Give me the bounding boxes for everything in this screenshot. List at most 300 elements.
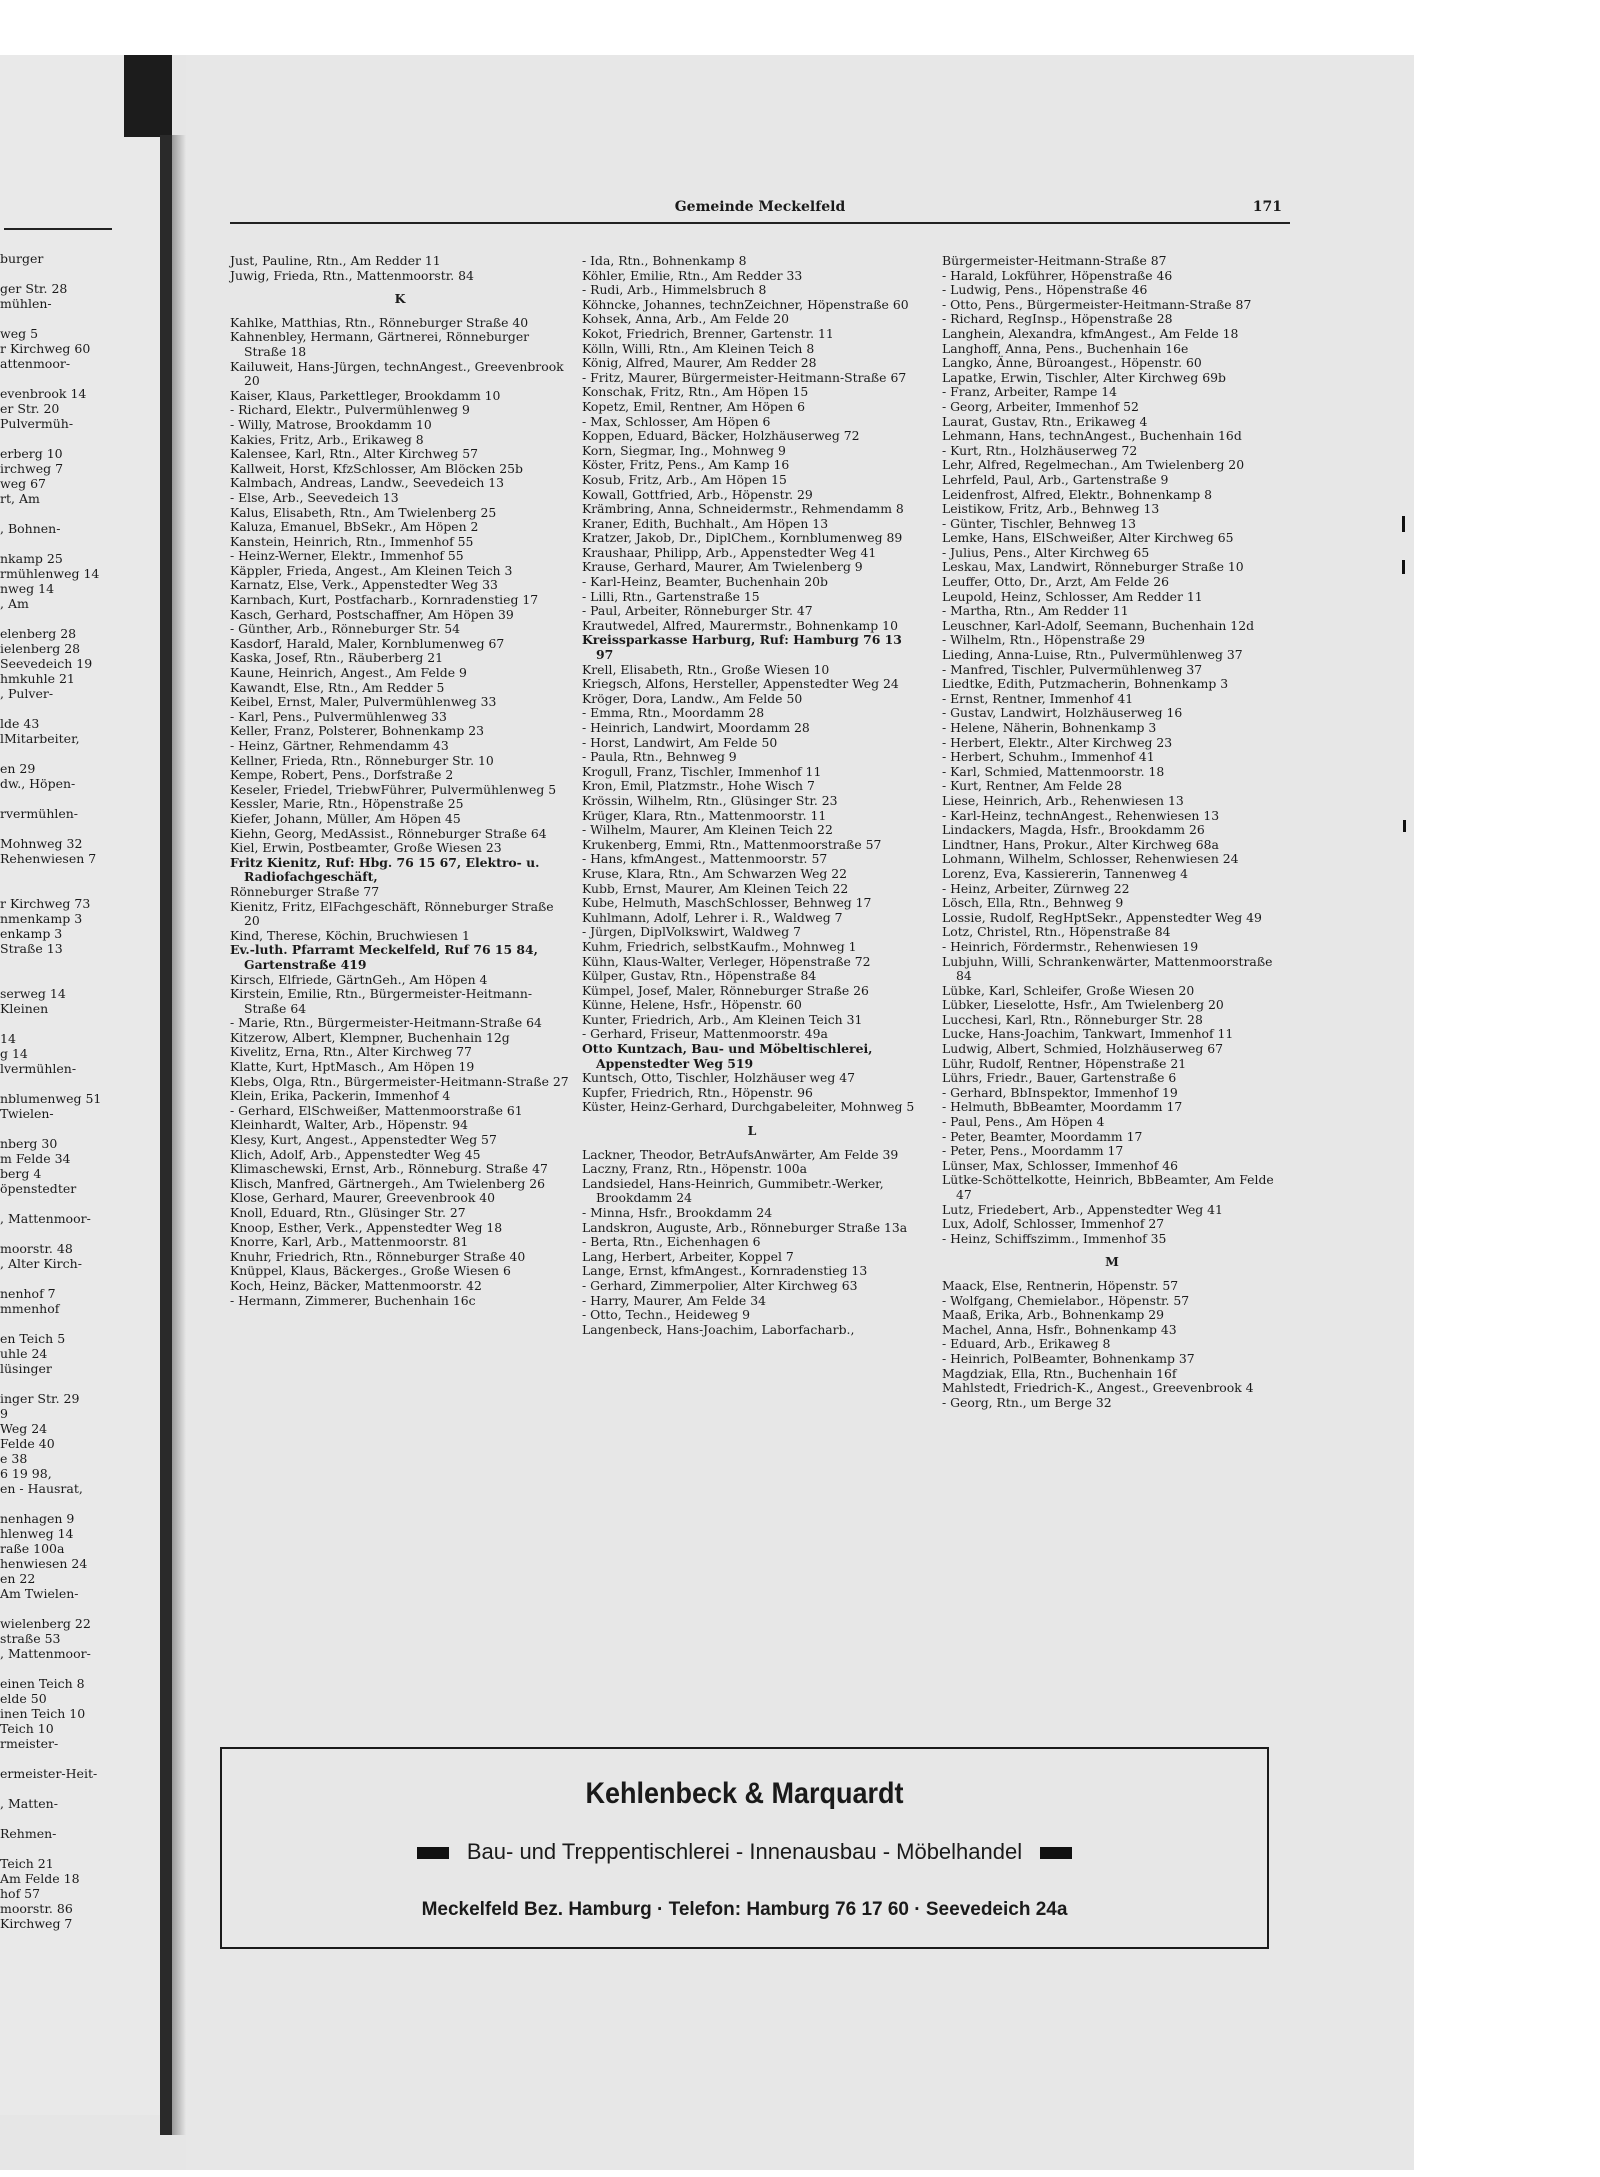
ad-company-name: Kehlenbeck & Marquardt xyxy=(585,1777,904,1810)
left-fragment-line xyxy=(0,1601,112,1616)
directory-entry: Kohsek, Anna, Arb., Am Felde 20 xyxy=(582,311,790,327)
directory-entry: Lührs, Friedr., Bauer, Gartenstraße 6 xyxy=(942,1070,1177,1086)
left-fragment-line: 9 xyxy=(0,1406,8,1421)
advertisement xyxy=(220,1747,1269,1949)
directory-entry: - Wolfgang, Chemielabor., Höpenstr. 57 xyxy=(942,1292,1190,1308)
directory-entry: Kind, Therese, Köchin, Bruchwiesen 1 xyxy=(230,927,470,943)
directory-entry: Köhncke, Johannes, technZeichner, Höpenstraße 60 xyxy=(582,296,909,312)
left-fragment-line: Kirchweg 7 xyxy=(0,1916,73,1931)
left-fragment-line: rt, Am xyxy=(0,491,40,506)
directory-entry: Lindtner, Hans, Prokur., Alter Kirchweg 68a xyxy=(942,836,1219,852)
directory-entry: Lehr, Alfred, Regelmechan., Am Twielenberg 20 xyxy=(942,457,1245,473)
directory-entry: - Max, Schlosser, Am Höpen 6 xyxy=(582,413,771,429)
directory-entry: Knoll, Eduard, Rtn., Glüsinger Str. 27 xyxy=(230,1205,466,1220)
directory-entry: Landsiedel, Hans-Heinrich, Gummibetr.-Werker, Brookdamm 24 xyxy=(582,1175,884,1206)
directory-entry: - Berta, Rtn., Eichenhagen 6 xyxy=(582,1234,761,1250)
directory-entry: Krautwedel, Alfred, Maurermstr., Bohnenkamp 10 xyxy=(582,617,898,633)
left-fragment-line: raße 100a xyxy=(0,1541,65,1556)
directory-entry: Lutz, Friedebert, Arb., Appenstedter Weg 41 xyxy=(942,1201,1223,1217)
directory-entry: Kellner, Frieda, Rtn., Rönneburger Str. 10 xyxy=(230,752,494,768)
directory-entry: Kivelitz, Erna, Rtn., Alter Kirchweg 77 xyxy=(230,1044,472,1060)
directory-entry: Kiefer, Johann, Müller, Am Höpen 45 xyxy=(230,810,461,826)
directory-entry: Lossie, Rudolf, RegHptSekr., Appenstedter Weg 49 xyxy=(942,909,1262,925)
directory-entry: - Gerhard, Friseur, Mattenmoorstr. 49a xyxy=(582,1026,828,1042)
left-fragment-line: inen Teich 10 xyxy=(0,1706,86,1721)
left-fragment-line: Teich 10 xyxy=(0,1721,54,1736)
directory-entry: Kratzer, Jakob, Dr., DiplChem., Kornblumenweg 89 xyxy=(582,530,903,546)
directory-entry: - Kurt, Rtn., Holzhäuserweg 72 xyxy=(942,442,1138,458)
left-fragment-line: Rehenwiesen 7 xyxy=(0,851,97,866)
directory-entry: Keibel, Ernst, Maler, Pulvermühlenweg 33 xyxy=(230,694,497,710)
scan-mark xyxy=(1403,820,1406,832)
left-fragment-line: 6 19 98, xyxy=(0,1466,52,1481)
directory-entry: Lieding, Anna-Luise, Rtn., Pulvermühlenweg 37 xyxy=(942,647,1243,663)
left-fragment-line: henwiesen 24 xyxy=(0,1556,88,1571)
directory-entry: - Richard, RegInsp., Höpenstraße 28 xyxy=(942,311,1173,327)
directory-entry: Kempe, Robert, Pens., Dorfstraße 2 xyxy=(230,767,454,783)
directory-entry: - Martha, Rtn., Am Redder 11 xyxy=(942,603,1129,619)
directory-entry: Krämbring, Anna, Schneidermstr., Rehmendamm 8 xyxy=(582,501,904,517)
directory-entry: Laczny, Franz, Rtn., Höpenstr. 100a xyxy=(582,1161,808,1177)
ad-bar-right xyxy=(1040,1847,1072,1859)
running-head: Gemeinde Meckelfeld xyxy=(674,199,846,215)
left-fragment-line: weg 5 xyxy=(0,326,39,341)
directory-entry: Kokot, Friedrich, Brenner, Gartenstr. 11 xyxy=(582,325,834,341)
left-fragment-line xyxy=(0,1196,112,1211)
directory-entry: Külper, Gustav, Rtn., Höpenstraße 84 xyxy=(582,968,817,984)
left-fragment-line: irchweg 7 xyxy=(0,461,64,476)
left-fragment-line: en 22 xyxy=(0,1571,36,1586)
directory-entry: Kalensee, Karl, Rtn., Alter Kirchweg 57 xyxy=(230,446,479,462)
directory-entry: - Herbert, Elektr., Alter Kirchweg 23 xyxy=(942,734,1173,750)
directory-entry: Kasdorf, Harald, Maler, Kornblumenweg 67 xyxy=(230,635,505,651)
directory-entry: Kirstein, Emilie, Rtn., Bürgermeister-Heitmann-Straße 64 xyxy=(230,986,533,1016)
left-fragment-line xyxy=(0,701,112,716)
left-fragment-line: hlenweg 14 xyxy=(0,1526,74,1541)
left-fragment-line: g 14 xyxy=(0,1046,28,1061)
section-letter: L xyxy=(747,1123,757,1139)
directory-entry: - Heinz-Werner, Elektr., Immenhof 55 xyxy=(230,548,464,564)
directory-entry: - Gerhard, ElSchweißer, Mattenmoorstraße 61 xyxy=(230,1102,523,1118)
directory-entry: Just, Pauline, Rtn., Am Redder 11 xyxy=(230,253,441,268)
left-fragment-line: uhle 24 xyxy=(0,1346,48,1361)
directory-entry: Kühn, Klaus-Walter, Verleger, Höpenstraße 72 xyxy=(582,953,871,969)
left-page-text xyxy=(0,251,112,1931)
header-rule xyxy=(230,222,1290,224)
directory-entry: Knoop, Esther, Verk., Appenstedter Weg 18 xyxy=(230,1219,503,1235)
directory-entry: - Minna, Hsfr., Brookdamm 24 xyxy=(582,1205,773,1220)
left-fragment-line: Felde 40 xyxy=(0,1436,55,1451)
directory-entry: Kosub, Fritz, Arb., Am Höpen 15 xyxy=(582,471,787,487)
directory-entry: - Heinrich, Landwirt, Moordamm 28 xyxy=(582,720,810,735)
directory-entry: - Willy, Matrose, Brookdamm 10 xyxy=(230,416,432,432)
directory-entry: - Heinz, Gärtner, Rehmendamm 43 xyxy=(230,738,449,753)
directory-entry: Otto Kuntzach, Bau- und Möbeltischlerei, Appenstedter Weg 519 xyxy=(582,1041,873,1071)
directory-entry: - Heinz, Arbeiter, Zürnweg 22 xyxy=(942,880,1130,896)
directory-entry: - Paula, Rtn., Behnweg 9 xyxy=(582,749,737,765)
directory-entry: Maack, Else, Rentnerin, Höpenstr. 57 xyxy=(942,1277,1179,1293)
directory-entry: - Karl-Heinz, technAngest., Rehenwiesen 13 xyxy=(942,807,1220,823)
directory-entry: - Herbert, Schuhm., Immenhof 41 xyxy=(942,749,1155,765)
left-fragment-line: nblumenweg 51 xyxy=(0,1091,102,1106)
left-fragment-line: burger xyxy=(0,251,44,266)
left-fragment-line: Seevedeich 19 xyxy=(0,656,93,671)
directory-entry: Kölln, Willi, Rtn., Am Kleinen Teich 8 xyxy=(582,340,815,356)
left-fragment-line xyxy=(0,791,112,806)
directory-entry: Kraner, Edith, Buchhalt., Am Höpen 13 xyxy=(582,515,829,531)
left-fragment-line: , Bohnen- xyxy=(0,521,61,536)
directory-entry: Knorre, Karl, Arb., Mattenmoorstr. 81 xyxy=(230,1234,469,1250)
left-fragment-line: Rehmen- xyxy=(0,1826,57,1841)
directory-entry: Kiehn, Georg, MedAssist., Rönneburger Straße 64 xyxy=(230,825,547,841)
left-fragment-line: m Felde 34 xyxy=(0,1151,71,1166)
directory-entry: Kron, Emil, Platzmstr., Hohe Wisch 7 xyxy=(582,778,815,794)
directory-entry: - Franz, Arbeiter, Rampe 14 xyxy=(942,384,1117,400)
left-fragment-line: , Mattenmoor- xyxy=(0,1646,91,1661)
left-fragment-line: erberg 10 xyxy=(0,446,63,461)
directory-entry: Lubjuhn, Willi, Schrankenwärter, Mattenmoorstraße 84 xyxy=(942,953,1273,984)
directory-entry: Lorenz, Eva, Kassiererin, Tannenweg 4 xyxy=(942,865,1188,881)
directory-entry: Kupfer, Friedrich, Rtn., Höpenstr. 96 xyxy=(582,1084,813,1100)
directory-entry: Lübke, Karl, Schleifer, Große Wiesen 20 xyxy=(942,982,1195,998)
directory-entry: Landskron, Auguste, Arb., Rönneburger Straße 13a xyxy=(582,1219,908,1235)
directory-entry: - Gustav, Landwirt, Holzhäuserweg 16 xyxy=(942,705,1183,721)
left-fragment-line xyxy=(0,611,112,626)
directory-column-3 xyxy=(942,254,1282,1410)
left-fragment-line xyxy=(0,1751,112,1766)
directory-entry: Kessler, Marie, Rtn., Höpenstraße 25 xyxy=(230,796,464,812)
directory-entry: Leuffer, Otto, Dr., Arzt, Am Felde 26 xyxy=(942,574,1169,590)
left-fragment-line: weg 67 xyxy=(0,476,46,491)
directory-entry: Lindackers, Magda, Hsfr., Brookdamm 26 xyxy=(942,822,1205,838)
ad-bar-left xyxy=(417,1847,449,1859)
directory-entry: Kuhm, Friedrich, selbstKaufm., Mohnweg 1 xyxy=(582,938,857,954)
directory-entry: - Eduard, Arb., Erikaweg 8 xyxy=(942,1336,1111,1352)
directory-entry: - Karl, Schmied, Mattenmoorstr. 18 xyxy=(942,763,1165,779)
left-fragment-line: nweg 14 xyxy=(0,581,55,596)
directory-entry: Lühr, Rudolf, Rentner, Höpenstraße 21 xyxy=(942,1055,1187,1071)
left-fragment-line: mmenhof xyxy=(0,1301,60,1316)
directory-entry: Kopetz, Emil, Rentner, Am Höpen 6 xyxy=(582,398,805,414)
left-fragment-line: rvermühlen- xyxy=(0,806,79,821)
left-fragment-line xyxy=(0,311,112,326)
directory-entry: Kaiser, Klaus, Parkettleger, Brookdamm 10 xyxy=(230,387,501,403)
left-fragment-line: evenbrook 14 xyxy=(0,386,87,401)
directory-entry: Lux, Adolf, Schlosser, Immenhof 27 xyxy=(942,1216,1165,1232)
directory-entry: Kuntsch, Otto, Tischler, Holzhäuser weg 47 xyxy=(582,1070,856,1086)
directory-entry: Karnatz, Else, Verk., Appenstedter Weg 33 xyxy=(230,577,498,593)
directory-entry: Kallweit, Horst, KfzSchlosser, Am Blöcken 25b xyxy=(230,460,523,476)
directory-entry: Kawandt, Else, Rtn., Am Redder 5 xyxy=(230,679,445,695)
directory-entry: - Gerhard, Zimmerpolier, Alter Kirchweg 63 xyxy=(582,1277,858,1293)
directory-entry: Magdziak, Ella, Rtn., Buchenhain 16f xyxy=(942,1365,1177,1381)
directory-entry: Kleinhardt, Walter, Arb., Höpenstr. 94 xyxy=(230,1117,469,1133)
left-fragment-line: ielenberg 28 xyxy=(0,641,81,656)
directory-entry: - Julius, Pens., Alter Kirchweg 65 xyxy=(942,544,1150,560)
left-fragment-line xyxy=(0,821,112,836)
left-fragment-line: , Pulver- xyxy=(0,686,54,701)
directory-entry: Kröger, Dora, Landw., Am Felde 50 xyxy=(582,690,803,706)
directory-entry: Kaska, Josef, Rtn., Räuberberg 21 xyxy=(230,650,444,666)
directory-entry: Kube, Helmuth, MaschSchlosser, Behnweg 17 xyxy=(582,895,872,911)
directory-entry: - Karl-Heinz, Beamter, Buchenhain 20b xyxy=(582,574,828,590)
directory-entry: Koppen, Eduard, Bäcker, Holzhäuserweg 72 xyxy=(582,428,860,444)
left-fragment-line xyxy=(0,371,112,386)
left-fragment-line: serweg 14 xyxy=(0,986,66,1001)
left-fragment-line: Weg 24 xyxy=(0,1421,48,1436)
directory-entry: Krukenberg, Emmi, Rtn., Mattenmoorstraße 57 xyxy=(582,836,882,852)
left-fragment-line: en - Hausrat, xyxy=(0,1481,83,1496)
left-fragment-line xyxy=(0,956,112,971)
directory-entry: Kreissparkasse Harburg, Ruf: Hamburg 76 13 97 xyxy=(582,632,902,663)
left-fragment-line: straße 53 xyxy=(0,1631,61,1646)
directory-entry: - Heinrich, PolBeamter, Bohnenkamp 37 xyxy=(942,1350,1195,1366)
directory-entry: - Manfred, Tischler, Pulvermühlenweg 37 xyxy=(942,661,1203,677)
directory-entry: Lucke, Hans-Joachim, Tankwart, Immenhof 11 xyxy=(942,1026,1234,1042)
directory-entry: Köster, Fritz, Pens., Am Kamp 16 xyxy=(582,457,790,473)
left-fragment-line: Am Twielen- xyxy=(0,1586,79,1601)
directory-entry: - Günter, Tischler, Behnweg 13 xyxy=(942,515,1136,531)
directory-entry: Lütke-Schöttelkotte, Heinrich, BbBeamter, Am Felde 47 xyxy=(942,1172,1274,1202)
directory-entry: König, Alfred, Maurer, Am Redder 28 xyxy=(582,355,817,371)
directory-entry: Langhoff, Anna, Pens., Buchenhain 16e xyxy=(942,340,1189,356)
ad-contact: Meckelfeld Bez. Hamburg · Telefon: Hamburg 76 17 60 · Seevedeich 24a xyxy=(421,1899,1068,1920)
directory-entry: - Otto, Pens., Bürgermeister-Heitmann-Straße 87 xyxy=(942,296,1252,312)
directory-entry: - Fritz, Maurer, Bürgermeister-Heitmann-Straße 67 xyxy=(582,369,907,385)
directory-entry: Lemke, Hans, ElSchweißer, Alter Kirchweg 65 xyxy=(942,530,1234,546)
left-fragment-line: r Kirchweg 60 xyxy=(0,341,91,356)
directory-entry: Knuhr, Friedrich, Rtn., Rönneburger Straße 40 xyxy=(230,1248,526,1264)
left-fragment-line xyxy=(0,1811,112,1826)
left-fragment-line: e 38 xyxy=(0,1451,28,1466)
left-fragment-line: er Str. 20 xyxy=(0,401,60,416)
directory-entry: - Helene, Näherin, Bohnenkamp 3 xyxy=(942,720,1157,735)
directory-entry: Kalmbach, Andreas, Landw., Seevedeich 13 xyxy=(230,475,505,491)
directory-entry: Leidenfrost, Alfred, Elektr., Bohnenkamp 8 xyxy=(942,486,1212,502)
left-fragment-line: lde 43 xyxy=(0,716,40,731)
directory-entry: Bürgermeister-Heitmann-Straße 87 xyxy=(942,253,1167,268)
directory-entry: Kunter, Friedrich, Arb., Am Kleinen Teich 31 xyxy=(582,1011,863,1027)
directory-entry: Lucchesi, Karl, Rtn., Rönneburger Str. 28 xyxy=(942,1011,1203,1027)
directory-entry: - Lilli, Rtn., Gartenstraße 15 xyxy=(582,588,760,604)
directory-entry: - Rudi, Arb., Himmelsbruch 8 xyxy=(582,282,767,298)
directory-entry: - Emma, Rtn., Moordamm 28 xyxy=(582,705,765,721)
left-fragment-line: lvermühlen- xyxy=(0,1061,77,1076)
directory-entry: Kraushaar, Philipp, Arb., Appenstedter Weg 41 xyxy=(582,544,877,560)
left-fragment-line: 14 xyxy=(0,1031,16,1046)
left-fragment-line: Teich 21 xyxy=(0,1856,54,1871)
directory-entry: - Else, Arb., Seevedeich 13 xyxy=(230,489,399,505)
left-fragment-line: nenhagen 9 xyxy=(0,1511,75,1526)
directory-entry: Juwig, Frieda, Rtn., Mattenmoorstr. 84 xyxy=(230,267,474,283)
directory-entry: Kahnenbley, Hermann, Gärtnerei, Rönneburger Straße 18 xyxy=(230,329,530,359)
left-fragment-line xyxy=(0,881,112,896)
section-letter: K xyxy=(394,291,406,307)
directory-entry: Leuschner, Karl-Adolf, Seemann, Buchenhain 12d xyxy=(942,617,1255,633)
directory-entry: Lohmann, Wilhelm, Schlosser, Rehenwiesen 24 xyxy=(942,851,1239,867)
left-fragment-line xyxy=(0,431,112,446)
left-fragment-line xyxy=(0,746,112,761)
left-fragment-line: enkamp 3 xyxy=(0,926,63,941)
directory-entry: - Heinz, Schiffszimm., Immenhof 35 xyxy=(942,1230,1167,1246)
directory-entry: Kanstein, Heinrich, Rtn., Immenhof 55 xyxy=(230,533,474,549)
page-number: 171 xyxy=(1252,199,1282,215)
directory-entry: Ludwig, Albert, Schmied, Holzhäuserweg 67 xyxy=(942,1041,1224,1057)
directory-entry: Klesy, Kurt, Angest., Appenstedter Weg 57 xyxy=(230,1132,497,1148)
directory-entry: Keseler, Friedel, TriebwFührer, Pulvermühlenweg 5 xyxy=(230,781,557,797)
directory-entry: Leskau, Max, Landwirt, Rönneburger Straße 10 xyxy=(942,559,1244,575)
page-header xyxy=(230,197,1290,221)
directory-entry: - Helmuth, BbBeamter, Moordamm 17 xyxy=(942,1099,1183,1115)
left-fragment-line xyxy=(0,536,112,551)
left-fragment-line xyxy=(0,866,112,881)
directory-entry: - Wilhelm, Rtn., Höpenstraße 29 xyxy=(942,632,1146,648)
directory-entry: Maaß, Erika, Arb., Bohnenkamp 29 xyxy=(942,1307,1165,1323)
directory-entry: - Karl, Pens., Pulvermühlenweg 33 xyxy=(230,708,447,724)
left-fragment-line xyxy=(0,1316,112,1331)
directory-entry: Kuhlmann, Adolf, Lehrer i. R., Waldweg 7 xyxy=(582,909,843,925)
directory-entry: Fritz Kienitz, Ruf: Hbg. 76 15 67, Elektro- u. Radiofachgeschäft, xyxy=(230,854,540,885)
directory-entry: - Georg, Rtn., um Berge 32 xyxy=(942,1394,1112,1410)
directory-entry: - Georg, Arbeiter, Immenhof 52 xyxy=(942,398,1139,414)
directory-entry: Klich, Adolf, Arb., Appenstedter Weg 45 xyxy=(230,1146,481,1162)
left-fragment-line: ger Str. 28 xyxy=(0,281,68,296)
directory-column-2 xyxy=(582,254,922,1337)
directory-entry: - Heinrich, Fördermstr., Rehenwiesen 19 xyxy=(942,938,1199,954)
section-letter: M xyxy=(1105,1254,1119,1270)
directory-entry: Lotz, Christel, Rtn., Höpenstraße 84 xyxy=(942,924,1171,940)
left-fragment-line xyxy=(0,1661,112,1676)
directory-entry: Lehrfeld, Paul, Arb., Gartenstraße 9 xyxy=(942,471,1169,487)
directory-entry: Ev.-luth. Pfarramt Meckelfeld, Ruf 76 15 84, Gartenstraße 419 xyxy=(230,942,538,972)
directory-entry: Käppler, Frieda, Angest., Am Kleinen Teich 3 xyxy=(230,562,513,578)
left-fragment-line: ermeister-Heit- xyxy=(0,1766,98,1781)
directory-entry: Kaluza, Emanuel, BbSekr., Am Höpen 2 xyxy=(230,519,479,535)
left-fragment-line xyxy=(0,1376,112,1391)
directory-entry: Klimaschewski, Ernst, Arb., Rönneburg. Straße 47 xyxy=(230,1161,548,1177)
left-fragment-line: r Kirchweg 73 xyxy=(0,896,91,911)
directory-entry: Machel, Anna, Hsfr., Bohnenkamp 43 xyxy=(942,1321,1177,1337)
directory-entry: Krause, Gerhard, Maurer, Am Twielenberg 9 xyxy=(582,559,863,575)
left-fragment-line xyxy=(0,1076,112,1091)
left-header-rule xyxy=(4,228,112,230)
left-fragment-line: moorstr. 48 xyxy=(0,1241,73,1256)
left-fragment-line: nkamp 25 xyxy=(0,551,63,566)
left-fragment-line: rmühlenweg 14 xyxy=(0,566,100,581)
directory-entry: Lackner, Theodor, BetrAufsAnwärter, Am Felde 39 xyxy=(582,1146,899,1162)
directory-entry: Keller, Franz, Polsterer, Bohnenkamp 23 xyxy=(230,723,484,739)
directory-entry: Kakies, Fritz, Arb., Erikaweg 8 xyxy=(230,431,424,447)
directory-entry: Karnbach, Kurt, Postfacharb., Kornradenstieg 17 xyxy=(230,592,539,608)
directory-entry: - Paul, Pens., Am Höpen 4 xyxy=(942,1114,1105,1130)
left-fragment-line: berg 4 xyxy=(0,1166,42,1181)
left-fragment-line: öpenstedter xyxy=(0,1181,77,1196)
left-fragment-line: Am Felde 18 xyxy=(0,1871,80,1886)
directory-entry: Langenbeck, Hans-Joachim, Laborfacharb., xyxy=(582,1321,855,1337)
directory-entry: Kienitz, Fritz, ElFachgeschäft, Rönneburger Straße 20 xyxy=(230,898,554,929)
directory-entry: - Horst, Landwirt, Am Felde 50 xyxy=(582,734,778,750)
left-fragment-line: lMitarbeiter, xyxy=(0,731,80,746)
left-fragment-line: hmkuhle 21 xyxy=(0,671,75,686)
directory-entry: Kitzerow, Albert, Klempner, Buchenhain 12g xyxy=(230,1029,510,1045)
directory-entry: Klebs, Olga, Rtn., Bürgermeister-Heitmann-Straße 27 xyxy=(230,1073,569,1089)
left-fragment-line: , Mattenmoor- xyxy=(0,1211,91,1226)
left-fragment-line: rmeister- xyxy=(0,1736,59,1751)
directory-entry: Lehmann, Hans, technAngest., Buchenhain 16d xyxy=(942,428,1242,444)
left-fragment-line xyxy=(0,1121,112,1136)
directory-entry: Liedtke, Edith, Putzmacherin, Bohnenkamp 3 xyxy=(942,676,1229,692)
directory-entry: - Ludwig, Pens., Höpenstraße 46 xyxy=(942,282,1148,298)
directory-entry: Klose, Gerhard, Maurer, Greevenbrook 40 xyxy=(230,1190,496,1206)
directory-entry: - Kurt, Rentner, Am Felde 28 xyxy=(942,778,1123,794)
directory-entry: - Hans, kfmAngest., Mattenmoorstr. 57 xyxy=(582,851,828,867)
directory-entry: Konschak, Fritz, Rtn., Am Höpen 15 xyxy=(582,384,809,400)
left-fragment-line: Twielen- xyxy=(0,1106,54,1121)
left-fragment-line: mühlen- xyxy=(0,296,52,311)
directory-entry: Lapatke, Erwin, Tischler, Alter Kirchweg 69b xyxy=(942,369,1226,385)
directory-entry: - Richard, Elektr., Pulvermühlenweg 9 xyxy=(230,402,470,418)
directory-entry: Leistikow, Fritz, Arb., Behnweg 13 xyxy=(942,501,1160,517)
directory-entry: Laurat, Gustav, Rtn., Erikaweg 4 xyxy=(942,413,1148,429)
directory-entry: Kriegsch, Alfons, Hersteller, Appenstedter Weg 24 xyxy=(582,676,899,692)
scan-mark xyxy=(1402,516,1405,532)
book-spine xyxy=(160,135,172,2135)
spine-shadow xyxy=(172,135,186,2135)
left-fragment-line: en Teich 5 xyxy=(0,1331,66,1346)
directory-entry: Krössin, Wilhelm, Rtn., Glüsinger Str. 23 xyxy=(582,792,838,808)
left-fragment-line: Pulvermüh- xyxy=(0,416,74,431)
left-fragment-line: , Matten- xyxy=(0,1796,58,1811)
directory-entry: Kiel, Erwin, Postbeamter, Große Wiesen 23 xyxy=(230,840,502,856)
left-fragment-line: nmenkamp 3 xyxy=(0,911,83,926)
left-fragment-line: hof 57 xyxy=(0,1886,41,1901)
left-fragment-line xyxy=(0,266,112,281)
left-fragment-line: dw., Höpen- xyxy=(0,776,76,791)
directory-entry: Kalus, Elisabeth, Rtn., Am Twielenberg 25 xyxy=(230,504,497,520)
scan-mark xyxy=(1402,560,1405,574)
directory-entry: Klein, Erika, Packerin, Immenhof 4 xyxy=(230,1088,451,1104)
directory-entry: Mahlstedt, Friedrich-K., Angest., Greevenbrook 4 xyxy=(942,1380,1254,1396)
directory-entry: - Wilhelm, Maurer, Am Kleinen Teich 22 xyxy=(582,822,833,838)
directory-entry: Koch, Heinz, Bäcker, Mattenmoorstr. 42 xyxy=(230,1277,482,1293)
left-fragment-line xyxy=(0,1496,112,1511)
directory-entry: Klatte, Kurt, HptMasch., Am Höpen 19 xyxy=(230,1059,475,1075)
directory-entry: - Jürgen, DiplVolkswirt, Waldweg 7 xyxy=(582,924,801,940)
directory-entry: Leupold, Heinz, Schlosser, Am Redder 11 xyxy=(942,588,1203,604)
directory-entry: - Paul, Arbeiter, Rönneburger Str. 47 xyxy=(582,603,813,619)
directory-entry: Köhler, Emilie, Rtn., Am Redder 33 xyxy=(582,267,803,283)
directory-entry: - Otto, Techn., Heideweg 9 xyxy=(582,1307,750,1323)
directory-entry: Langhein, Alexandra, kfmAngest., Am Felde 18 xyxy=(942,325,1239,341)
directory-entry: Lösch, Ella, Rtn., Behnweg 9 xyxy=(942,895,1124,911)
left-fragment-line xyxy=(0,1271,112,1286)
directory-entry: - Ida, Rtn., Bohnenkamp 8 xyxy=(582,253,747,268)
directory-entry: Kailuweit, Hans-Jürgen, technAngest., Greevenbrook 20 xyxy=(230,358,564,389)
left-fragment-line xyxy=(0,1841,112,1856)
directory-entry: - Hermann, Zimmerer, Buchenhain 16c xyxy=(230,1292,476,1308)
directory-entry: Lange, Ernst, kfmAngest., Kornradenstieg 13 xyxy=(582,1263,868,1279)
ad-services: Bau- und Treppentischlerei - Innenausbau - Möbelhandel xyxy=(466,1839,1023,1864)
left-page-fragment xyxy=(0,55,160,2115)
directory-entry: Langko, Änne, Büroangest., Höpenstr. 60 xyxy=(942,355,1202,371)
left-fragment-line: einen Teich 8 xyxy=(0,1676,85,1691)
left-fragment-line: inger Str. 29 xyxy=(0,1391,80,1406)
left-fragment-line: wielenberg 22 xyxy=(0,1616,91,1631)
directory-entry: Korn, Siegmar, Ing., Mohnweg 9 xyxy=(582,442,786,458)
directory-entry: Krüger, Klara, Rtn., Mattenmoorstr. 11 xyxy=(582,807,827,823)
left-fragment-line xyxy=(0,1781,112,1796)
left-fragment-line xyxy=(0,1016,112,1031)
